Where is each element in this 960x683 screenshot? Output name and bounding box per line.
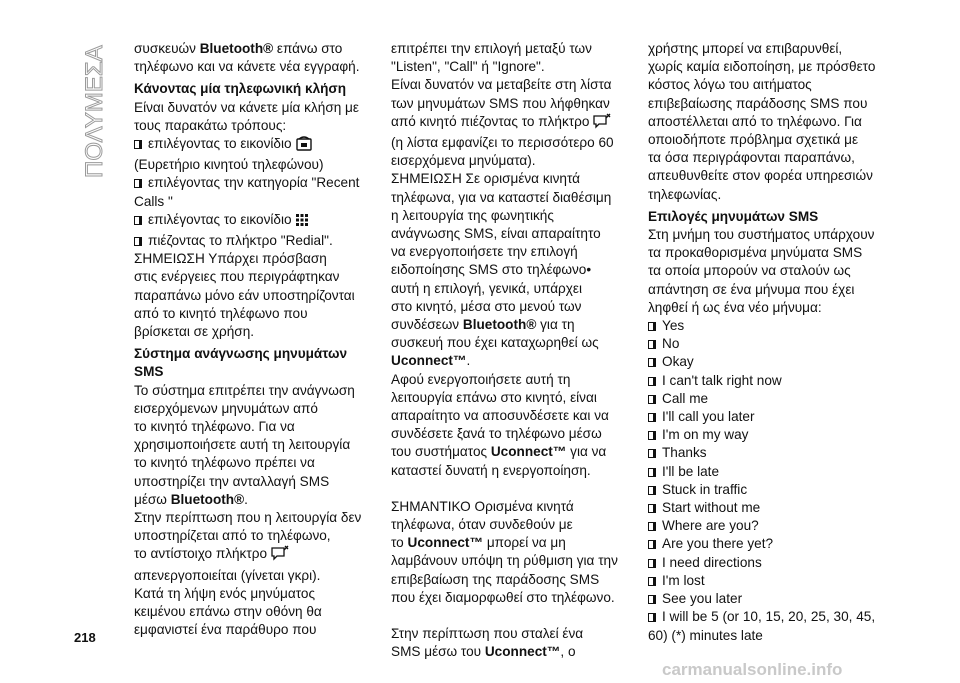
bullet-icon (648, 486, 656, 495)
paragraph-line: επιβεβαίωση της παράδοσης SMS (391, 571, 600, 587)
sms-list-icon (592, 113, 612, 134)
paragraph-line: αυτή η επιλογή, γενικά, υπάρχει (391, 280, 583, 296)
sms-message-item: I'll call you later (648, 408, 888, 426)
paragraph-line: Uconnect™. (391, 353, 471, 369)
paragraph-line: παραπάνω μόνο εάν υποστηρίζονται (134, 287, 355, 303)
keypad-icon (295, 213, 309, 232)
paragraph-line: το αντίστοιχο πλήκτρο (134, 545, 364, 566)
paragraph-line: να ενεργοποιήσετε την επιλογή (391, 244, 578, 260)
paragraph-line: "Listen", "Call" ή "Ignore". (391, 59, 545, 75)
paragraph-line: τηλέφωνο και να κάνετε νέα εγγραφή. (134, 59, 360, 75)
paragraph-line: Κατά τη λήψη ενός μηνύματος (134, 585, 316, 601)
sms-message-item: Call me (648, 390, 888, 408)
paragraph-line: υποστηρίζει την ανταλλαγή SMS (134, 473, 330, 489)
paragraph-line: Calls " (134, 193, 173, 209)
paragraph-line: ΣΗΜΑΝΤΙΚΟ Ορισμένα κινητά (391, 498, 574, 514)
bullet-icon (648, 395, 656, 404)
sms-messages-list (648, 317, 888, 645)
sms-message-item: I'm on my way (648, 426, 888, 444)
paragraph-line: απάντηση σε ένα μήνυμα που έχει (648, 281, 855, 297)
paragraph-line: από το κινητό τηλέφωνο που (134, 305, 308, 321)
paragraph-line: απενεργοποιείται (γίνεται γκρι). (134, 567, 321, 583)
paragraph-line: Στην περίπτωση που η λειτουργία δεν (134, 510, 362, 526)
sms-message-item: I'm lost (648, 572, 888, 590)
sms-message-item: Are you there yet? (648, 535, 888, 553)
paragraph-line: τα οποία μπορούν να σταλούν ως (648, 263, 851, 279)
paragraph-line: (Ευρετήριο κινητού τηλεφώνου) (134, 157, 324, 173)
paragraph-line: το Uconnect™ μπορεί να μη (391, 535, 566, 551)
paragraph-line: του συστήματος Uconnect™ για να (391, 444, 607, 460)
paragraph-line: συνδέσετε ξανά το τηλέφωνο μέσω (391, 426, 602, 442)
paragraph-line: Στη μνήμη του συστήματος υπάρχουν (648, 227, 875, 243)
paragraph-line: οποιοδήποτε πρόβλημα σχετικά με (648, 132, 859, 148)
paragraph-line: αποστέλλεται από το τηλέφωνο. Για (648, 113, 862, 129)
paragraph-line: χρήστης μπορεί να επιβαρυνθεί, (648, 41, 843, 56)
column-2 (391, 40, 623, 662)
sms-message-item: No (648, 335, 888, 353)
bullet-icon (134, 140, 142, 149)
side-section-title (80, 40, 110, 180)
paragraph-line: Αφού ενεργοποιήσετε αυτή τη (391, 371, 571, 387)
paragraph-line: τηλεφωνίας. (648, 186, 722, 202)
bullet-icon (648, 613, 656, 622)
phonebook-icon (295, 136, 313, 156)
bullet-icon (648, 322, 656, 331)
bullet-item: επιλέγοντας την κατηγορία "Recent (134, 174, 364, 192)
paragraph-line: χωρίς καμία ειδοποίηση, με πρόσθετο (648, 59, 876, 75)
sms-message-item: I will be 5 (or 10, 15, 20, 25, 30, 45, (648, 608, 888, 626)
bullet-icon (648, 468, 656, 477)
bullet-icon (134, 237, 142, 246)
paragraph-line: στο κινητό, μέσα στο μενού των (391, 298, 582, 314)
paragraph-line: εμφανιστεί ένα παράθυρο που (134, 622, 317, 638)
paragraph-line: τους παρακάτω τρόπους: (134, 117, 287, 133)
paragraph-line: η λειτουργία της φωνητικής (391, 207, 554, 223)
bullet-icon (648, 358, 656, 367)
bullet-icon (648, 577, 656, 586)
paragraph-line: συσκευών Bluetooth® επάνω στο (134, 41, 343, 56)
paragraph-line: στις ενέργειες που περιγράφτηκαν (134, 269, 340, 285)
paragraph-line: των μηνυμάτων SMS που λήφθηκαν (391, 95, 610, 111)
watermark: carmanualsonline.info (662, 660, 843, 679)
side-title-text: ΠΟΛΥΜΕΣΑ (81, 45, 108, 178)
bullet-icon (648, 540, 656, 549)
column-3 (648, 40, 888, 645)
sms-message-item: I can't talk right now (648, 372, 888, 390)
bullet-icon (134, 179, 142, 188)
bullet-icon (648, 377, 656, 386)
paragraph-line: το κινητό τηλέφωνο. Για να (134, 419, 295, 435)
sms-message-item: I'll be late (648, 463, 888, 481)
paragraph-line: ειδοποίησης SMS στο τηλέφωνο• (391, 262, 592, 278)
bullet-icon (134, 216, 142, 225)
paragraph-line: τα προκαθορισμένα μηνύματα SMS (648, 245, 863, 261)
paragraph-line: ΣΗΜΕΙΩΣΗ Σε ορισμένα κινητά (391, 171, 581, 187)
sms-message-item: Yes (648, 317, 888, 335)
bullet-icon (648, 431, 656, 440)
paragraph-line: εισερχόμενων μηνυμάτων από (134, 400, 318, 416)
paragraph-line: χρησιμοποιήσετε αυτή τη λειτουργία (134, 437, 351, 453)
paragraph-line: απαραίτητο να αποσυνδέσετε και να (391, 408, 609, 424)
paragraph-line: καταστεί δυνατή η ενεργοποίηση. (391, 462, 591, 478)
paragraph-line: τα όσα περιγράφονται παραπάνω, (648, 150, 855, 166)
sms-list-icon (270, 545, 290, 566)
paragraph-line: εισερχόμενα μηνύματα). (391, 153, 536, 169)
bullet-item: επιλέγοντας το εικονίδιο (134, 135, 364, 156)
paragraph-line: (η λίστα εμφανίζει το περισσότερο 60 (391, 135, 614, 151)
sms-message-item: I need directions (648, 554, 888, 572)
sms-message-item: Thanks (648, 444, 888, 462)
bullet-icon (648, 504, 656, 513)
bullet-icon (648, 449, 656, 458)
bullet-item: επιλέγοντας το εικονίδιο (134, 211, 364, 232)
paragraph-line: Στην περίπτωση που σταλεί ένα (391, 626, 584, 642)
section-heading-cont: SMS (134, 364, 164, 380)
bullet-icon (648, 595, 656, 604)
paragraph-line: συνδέσεων Bluetooth® για τη (391, 317, 575, 333)
section-heading: Κάνοντας μία τηλεφωνική κλήση (134, 81, 347, 97)
paragraph-line: τηλέφωνα, για να καταστεί διαθέσιμη (391, 189, 612, 205)
sms-message-item: Start without me (648, 499, 888, 517)
bullet-icon (648, 340, 656, 349)
sms-message-item: See you later (648, 590, 888, 608)
paragraph-line: βρίσκεται σε χρήση. (134, 324, 255, 340)
paragraph-line: που έχει διαμορφωθεί στο τηλέφωνο. (391, 589, 615, 605)
sms-message-item: Okay (648, 353, 888, 371)
paragraph-line: κειμένου επάνω στην οθόνη θα (134, 604, 322, 620)
column-1 (134, 40, 364, 640)
section-heading: Σύστημα ανάγνωσης μηνυμάτων (134, 346, 348, 362)
paragraph-line: υποστηρίζεται από το τηλέφωνο, (134, 528, 331, 544)
paragraph-line: ανάγνωσης SMS, είναι απαραίτητο (391, 226, 601, 242)
paragraph-line: από κινητό πιέζοντας το πλήκτρο (391, 113, 623, 134)
paragraph-line: Το σύστημα επιτρέπει την ανάγνωση (134, 382, 355, 398)
paragraph-line: απευθυνθείτε στον φορέα υπηρεσιών (648, 168, 873, 184)
sms-message-item: Where are you? (648, 517, 888, 535)
sms-message-item-cont: 60) (*) minutes late (648, 627, 763, 643)
paragraph-line: λειτουργία επάνω στο κινητό, είναι (391, 389, 597, 405)
paragraph-line: SMS μέσω του Uconnect™, ο (391, 644, 576, 660)
paragraph-line: επιβεβαίωσης παράδοσης SMS που (648, 95, 868, 111)
page-number: 218 (74, 630, 96, 645)
bullet-item: πιέζοντας το πλήκτρο "Redial". (134, 232, 364, 250)
sms-message-item: Stuck in traffic (648, 481, 888, 499)
paragraph-line: Είναι δυνατόν να κάνετε μία κλήση με (134, 99, 359, 115)
paragraph-line: κόστος λόγω του αιτήματος (648, 77, 812, 93)
paragraph-line: το κινητό τηλέφωνο πρέπει να (134, 455, 315, 471)
paragraph-line: επιτρέπει την επιλογή μεταξύ των (391, 41, 592, 56)
paragraph-line: Είναι δυνατόν να μεταβείτε στη λίστα (391, 77, 612, 93)
paragraph-line: μέσω Bluetooth®. (134, 491, 248, 507)
paragraph-line: συσκευή που έχει καταχωρηθεί ως (391, 335, 599, 351)
paragraph-line: ΣΗΜΕΙΩΣΗ Υπάρχει πρόσβαση (134, 251, 327, 267)
section-heading: Επιλογές μηνυμάτων SMS (648, 208, 819, 224)
bullet-icon (648, 559, 656, 568)
paragraph-line: λαμβάνουν υπόψη τη ρύθμιση για την (391, 553, 618, 569)
bullet-icon (648, 413, 656, 422)
paragraph-line: ληφθεί ή ως ένα νέο μήνυμα: (648, 299, 822, 315)
paragraph-line: τηλέφωνα, όταν συνδεθούν με (391, 517, 573, 533)
bullet-icon (648, 522, 656, 531)
